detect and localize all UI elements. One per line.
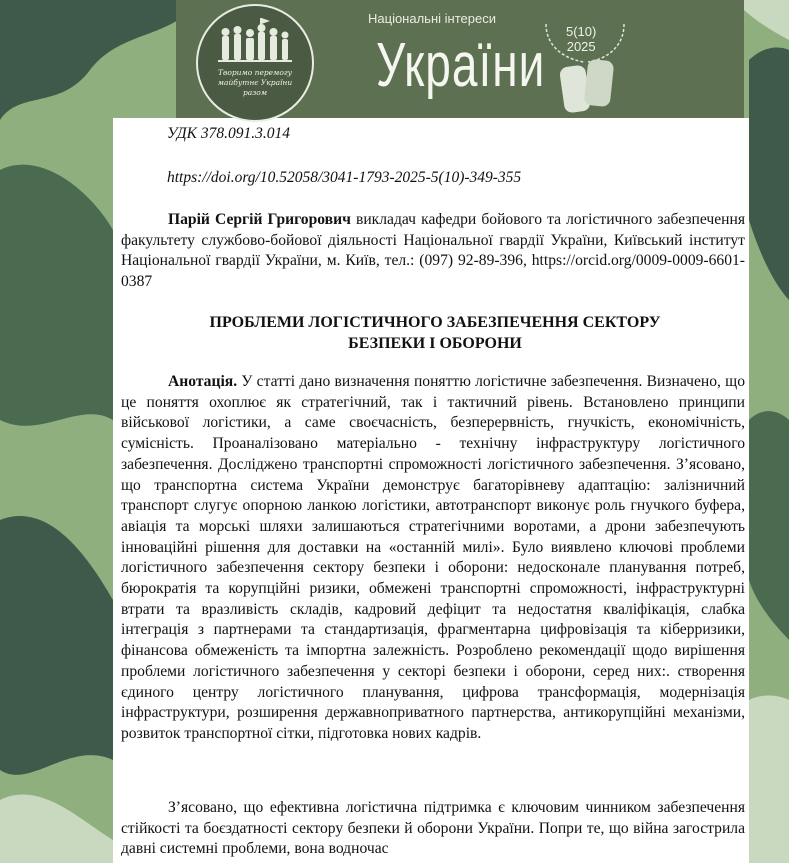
doi-link[interactable]: https://doi.org/10.52058/3041-1793-2025-5(10)-349-355	[167, 169, 522, 186]
issue-label	[566, 24, 596, 54]
issue-year: 2025	[566, 39, 596, 54]
author-info: викладач кафедри бойового та логістичного забезпечення факультету службово-бойової діяльності Національної гвардії України, Київський інститут Національної гвардії України, м. Київ, тел.: (097) 92-89-396, https://orcid.org/0009-0009-6601-0387	[121, 211, 745, 291]
journal-title: України	[376, 29, 546, 100]
issue-number: 5(10)	[566, 24, 597, 39]
soldiers-silhouette-icon	[198, 14, 312, 74]
abstract-label: Анотація.	[168, 373, 238, 390]
author-block	[121, 210, 745, 293]
journal-subtitle: Національні інтереси	[368, 11, 496, 26]
article-title-line1: ПРОБЛЕМИ ЛОГІСТИЧНОГО ЗАБЕЗПЕЧЕННЯ СЕКТОРУ	[209, 314, 661, 331]
article-title-line2: БЕЗПЕКИ І ОБОРОНИ	[348, 335, 522, 352]
udc-code: УДК 378.091.3.014	[167, 125, 290, 142]
article-title	[117, 312, 753, 354]
abstract	[121, 372, 745, 745]
journal-emblem	[196, 4, 314, 122]
paper-page	[113, 118, 749, 863]
author-name: Парій Сергій Григорович	[168, 211, 351, 228]
paragraph-2: З’ясовано, що ефективна логістична підтримка є ключовим чинником забезпечення стійкості та боєздатності сектору безпеки й оборони України. Попри те, що війна загострила давні системні проблеми, вона водночас	[121, 799, 745, 858]
emblem-motto: Творимо перемогу майбутнє України разом	[217, 68, 293, 97]
abstract-text: У статті дано визначення поняттю логістичне забезпечення. Визначено, що це поняття охоплює як стратегічний, так і тактичний рівень. Встановлено принципи військової логістики, а саме своєчасність, безперервність, гнучкість, економічність, сумісність. Проаналізовано матеріально - технічну інфраструктуру логістичного забезпечення. Досліджено транспортні спроможності логістичного забезпечення. З’ясовано, що транспортна система України демонструє багаторівневу адаптацію: залізничний транспорт слугує опорною ланкою логістики, автотранспорт виконує роль гнучкого буфера, авіація та морські шляхи залишаються стратегічними воротами, а дрони забезпечують інноваційні рішення для доставки на «останній милі». Було виявлено ключові проблеми логістичного забезпечення сектору безпеки і оборони: недосконале планування потреб, бюрократія та корупційні ризики, обмежені транспортні спроможності, інфраструктурні втрати та вразливість складів, кадровий дефіцит та недостатня кваліфікація, слабка інтеграція з партнерами та стандартизація, фрагментарна цифровізація та кіберризики, фінансова обмеженість та імпортна залежність. Розроблено рекомендації щодо вирішення проблеми логістичного забезпечення у секторі безпеки і оборони, серед них:. створення єдиного центру логістичного планування, цифрова трансформація, модернізація інфраструктури, розширення державноприватного партнерства, антикорупційні механізми, розвиток транспортної сітки, підготовка нових кадрів.	[121, 373, 745, 742]
